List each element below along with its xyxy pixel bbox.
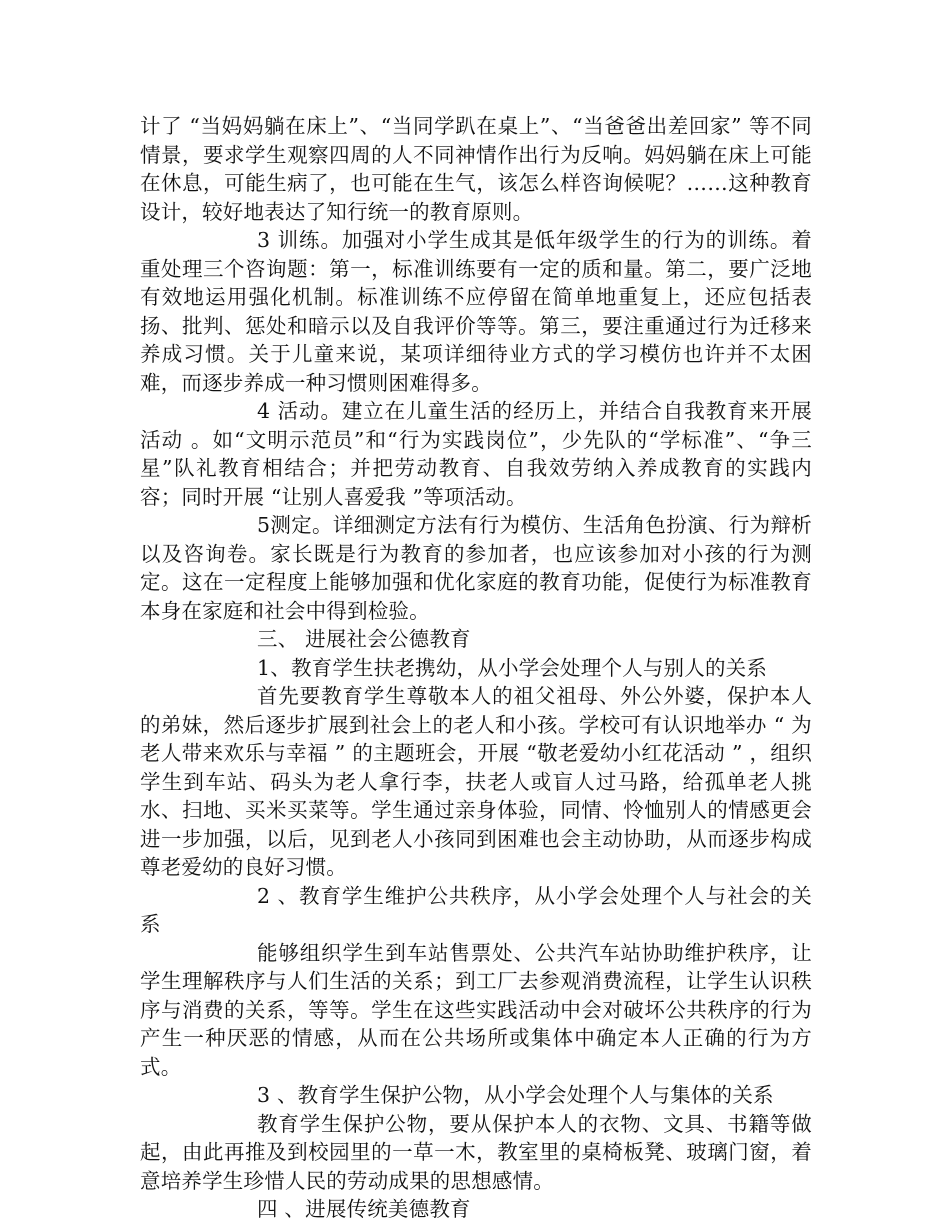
subheading-public-property: 3 、教育学生保护公物，从小学会处理个人与集体的关系 (257, 1083, 774, 1107)
paragraph-continuation: 计了 “当妈妈躺在床上”、“当同学趴在桌上”、“当爸爸出差回家” 等不同情景，要求学生观察四周的人不同神情作出行为反响。妈妈躺在床上可能在休息，可能生病了，也可能在生气，该怎么样咨询候呢？……这种教育设计，较好地表达了知行统一的教育原则。 (140, 114, 812, 224)
paragraph-public-property: 教育学生保护公物，要从保护本人的衣物、文具、书籍等做起，由此再推及到校园里的一草一木，教室里的桌椅板凳、玻璃门窗，着意培养学生珍惜人民的劳动成果的思想感情。 (140, 1111, 812, 1193)
paragraph-activities: 4 活动。建立在儿童生活的经历上，并结合自我教育来开展活动 。如“文明示范员”和“行为实践岗位”，少先队的“学标准”、“争三星”队礼教育相结合；并把劳动教育、自我效劳纳入养成教育的实践内容；同时开展 “让别人喜爱我 ”等项活动。 (140, 399, 812, 509)
document-page (140, 112, 812, 1224)
paragraph-measurement: 5测定。详细测定方法有行为模仿、生活角色扮演、行为辩析以及咨询卷。家长既是行为教育的参加者，也应该参加对小孩的行为测定。这在一定程度上能够加强和优化家庭的教育功能，促使行为标准教育本身在家庭和社会中得到检验。 (140, 513, 812, 623)
section-heading-social-morality: 三、 进展社会公德教育 (257, 627, 471, 651)
paragraph-public-order: 能够组织学生到车站售票处、公共汽车站协助维护秩序，让学生理解秩序与人们生活的关系；到工厂去参观消费流程，让学生认识秩序与消费的关系，等等。学生在这些实践活动中会对破坏公共秩序的行为产生一种厌恶的情感，从而在公共场所或集体中确定本人正确的行为方式。 (140, 940, 812, 1079)
section-heading-traditional-virtues: 四 、进展传统美德教育 (257, 1197, 471, 1221)
subheading-respect-elders: 1、教育学生扶老携幼，从小学会处理个人与别人的关系 (257, 655, 768, 680)
paragraph-respect-elders: 首先要教育学生尊敬本人的祖父祖母、外公外婆，保护本人的弟妹，然后逐步扩展到社会上的老人和小孩。学校可有认识地举办 “ 为老人带来欢乐与幸福 ” 的主题班会，开展 “敬老爱幼小红花活动 ” ，组织学生到车站、码头为老人拿行李，扶老人或盲人过马路，给孤单老人挑水、扫地、买米买菜等。学生通过亲身体验，同情、怜恤别人的情感更会进一步加强，以后，见到老人小孩同到困难也会主动协助，从而逐步构成尊老爱幼的良好习惯。 (140, 684, 812, 879)
subheading-public-order: 2 、教育学生维护公共秩序，从小学会处理个人与社会的关系 (140, 883, 812, 936)
paragraph-training: 3 训练。加强对小学生成其是低年级学生的行为的训练。着重处理三个咨询题：第一，标准训练要有一定的质和量。第二，要广泛地有效地运用强化机制。标准训练不应停留在简单地重复上，还应包括表扬、批判、惩处和暗示以及自我评价等等。第三，要注重通过行为迁移来养成习惯。关于儿童来说，某项详细待业方式的学习模仿也许并不太困难，而逐步养成一种习惯则困难得多。 (140, 228, 812, 395)
